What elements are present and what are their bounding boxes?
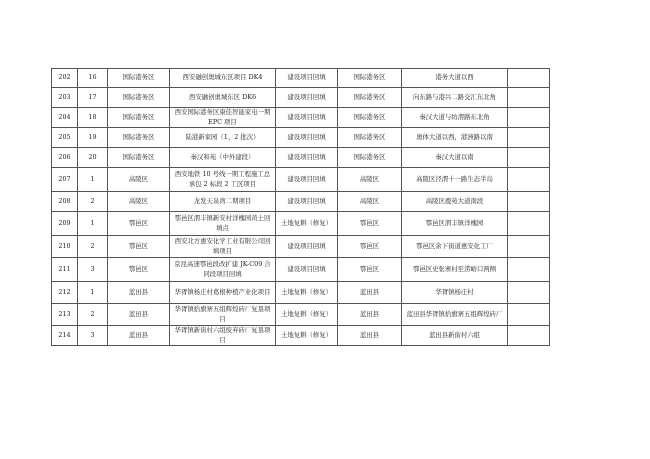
cell-project: 京昆高速鄠邑段改扩建 JK-C09 合同段项目回填 bbox=[170, 258, 276, 282]
cell-type: 建设项目回填 bbox=[276, 192, 338, 212]
cell-area: 国际港务区 bbox=[108, 88, 170, 108]
cell-blank bbox=[508, 108, 550, 128]
cell-type: 土地复耕（修复） bbox=[276, 326, 338, 346]
cell-blank bbox=[508, 69, 550, 88]
cell-project: 华胥镇拾旗寨五组辉煌砖厂复垦项目 bbox=[170, 304, 276, 326]
cell-blank bbox=[508, 236, 550, 258]
cell-location: 蓝田县华胥镇拾旗寨五组辉煌砖厂 bbox=[402, 304, 508, 326]
cell-blank bbox=[508, 258, 550, 282]
cell-project: 龙发天泉湾二期项目 bbox=[170, 192, 276, 212]
cell-area: 国际港务区 bbox=[108, 108, 170, 128]
cell-location: 高陵区泾渭十一路生态半岛 bbox=[402, 168, 508, 192]
cell-project: 鄠邑区渭丰镇新安村洋槐园黄土回填点 bbox=[170, 212, 276, 236]
cell-sub: 2 bbox=[78, 304, 108, 326]
table-body bbox=[52, 69, 550, 346]
cell-blank bbox=[508, 212, 550, 236]
table-row bbox=[52, 88, 550, 108]
cell-seq: 211 bbox=[52, 258, 78, 282]
table-row bbox=[52, 108, 550, 128]
cell-region: 高陵区 bbox=[338, 192, 402, 212]
cell-sub: 18 bbox=[78, 108, 108, 128]
cell-seq: 203 bbox=[52, 88, 78, 108]
cell-area: 国际港务区 bbox=[108, 128, 170, 148]
table-row bbox=[52, 304, 550, 326]
cell-type: 建设项目回填 bbox=[276, 168, 338, 192]
cell-sub: 1 bbox=[78, 168, 108, 192]
cell-seq: 208 bbox=[52, 192, 78, 212]
cell-type: 建设项目回填 bbox=[276, 128, 338, 148]
cell-location: 高陵区鹿苑大道南段 bbox=[402, 192, 508, 212]
table-row bbox=[52, 212, 550, 236]
cell-seq: 202 bbox=[52, 69, 78, 88]
cell-location: 华胥镇杨庄村 bbox=[402, 282, 508, 304]
cell-seq: 207 bbox=[52, 168, 78, 192]
cell-project: 西安融创奥城东区 DK6 bbox=[170, 88, 276, 108]
cell-sub: 17 bbox=[78, 88, 108, 108]
cell-sub: 1 bbox=[78, 282, 108, 304]
cell-blank bbox=[508, 168, 550, 192]
cell-project: 华胥镇杨庄村葛根种植产业化项目 bbox=[170, 282, 276, 304]
cell-project: 西安北方惠安化学工业有限公司回填项目 bbox=[170, 236, 276, 258]
cell-location: 港务大道以西 bbox=[402, 69, 508, 88]
cell-type: 建设项目回填 bbox=[276, 258, 338, 282]
cell-area: 高陵区 bbox=[108, 192, 170, 212]
cell-type: 土地复耕（修复） bbox=[276, 212, 338, 236]
cell-project: 秦汉和苑（中外建段） bbox=[170, 148, 276, 168]
cell-region: 鄠邑区 bbox=[338, 236, 402, 258]
cell-sub: 3 bbox=[78, 258, 108, 282]
cell-area: 鄠邑区 bbox=[108, 212, 170, 236]
cell-sub: 1 bbox=[78, 212, 108, 236]
cell-region: 蓝田县 bbox=[338, 326, 402, 346]
cell-type: 土地复耕（修复） bbox=[276, 304, 338, 326]
cell-seq: 214 bbox=[52, 326, 78, 346]
cell-seq: 209 bbox=[52, 212, 78, 236]
project-table bbox=[51, 68, 550, 346]
cell-type: 建设项目回填 bbox=[276, 88, 338, 108]
cell-area: 国际港务区 bbox=[108, 69, 170, 88]
cell-location: 秦汉大道以南 bbox=[402, 148, 508, 168]
cell-seq: 213 bbox=[52, 304, 78, 326]
cell-type: 建设项目回填 bbox=[276, 236, 338, 258]
cell-blank bbox=[508, 88, 550, 108]
cell-region: 蓝田县 bbox=[338, 304, 402, 326]
cell-blank bbox=[508, 304, 550, 326]
table-row bbox=[52, 69, 550, 88]
cell-sub: 2 bbox=[78, 192, 108, 212]
cell-seq: 212 bbox=[52, 282, 78, 304]
cell-project: 陆港新家园（1、2 批次） bbox=[170, 128, 276, 148]
cell-location: 鄠邑区余下街道惠安化工厂 bbox=[402, 236, 508, 258]
cell-region: 国际港务区 bbox=[338, 108, 402, 128]
cell-region: 蓝田县 bbox=[338, 282, 402, 304]
table-row bbox=[52, 236, 550, 258]
table-row bbox=[52, 128, 550, 148]
cell-blank bbox=[508, 326, 550, 346]
table-row bbox=[52, 282, 550, 304]
cell-seq: 210 bbox=[52, 236, 78, 258]
cell-project: 西安国际港务区康佳智能家电一期 EPC 项目 bbox=[170, 108, 276, 128]
cell-region: 高陵区 bbox=[338, 168, 402, 192]
cell-region: 鄠邑区 bbox=[338, 212, 402, 236]
cell-region: 国际港务区 bbox=[338, 69, 402, 88]
cell-project: 华胥镇新街村六组废弃砖厂复垦项目 bbox=[170, 326, 276, 346]
cell-blank bbox=[508, 128, 550, 148]
cell-type: 建设项目回填 bbox=[276, 108, 338, 128]
cell-area: 鄠邑区 bbox=[108, 258, 170, 282]
cell-type: 建设项目回填 bbox=[276, 148, 338, 168]
table-row bbox=[52, 258, 550, 282]
table-row bbox=[52, 168, 550, 192]
cell-location: 鄠邑区史张寨村至涝峪口两侧 bbox=[402, 258, 508, 282]
cell-region: 鄠邑区 bbox=[338, 258, 402, 282]
table-row bbox=[52, 192, 550, 212]
cell-project: 西安地铁 10 号线一期工程施工总承包 2 标段 2 工区项目 bbox=[170, 168, 276, 192]
cell-location: 奥体大道以西，港洲路以南 bbox=[402, 128, 508, 148]
cell-area: 高陵区 bbox=[108, 168, 170, 192]
cell-location: 蓝田县新街村六组 bbox=[402, 326, 508, 346]
cell-location: 向东路与港兴二路交汇东北角 bbox=[402, 88, 508, 108]
cell-area: 鄠邑区 bbox=[108, 236, 170, 258]
cell-sub: 19 bbox=[78, 128, 108, 148]
cell-type: 土地复耕（修复） bbox=[276, 282, 338, 304]
cell-seq: 205 bbox=[52, 128, 78, 148]
cell-sub: 16 bbox=[78, 69, 108, 88]
table-row bbox=[52, 326, 550, 346]
cell-area: 蓝田县 bbox=[108, 326, 170, 346]
cell-type: 建设项目回填 bbox=[276, 69, 338, 88]
cell-blank bbox=[508, 192, 550, 212]
cell-seq: 204 bbox=[52, 108, 78, 128]
cell-sub: 3 bbox=[78, 326, 108, 346]
cell-region: 国际港务区 bbox=[338, 88, 402, 108]
cell-area: 蓝田县 bbox=[108, 304, 170, 326]
cell-area: 国际港务区 bbox=[108, 148, 170, 168]
cell-location: 秦汉大道与纺渭路东北角 bbox=[402, 108, 508, 128]
table-row bbox=[52, 148, 550, 168]
cell-seq: 206 bbox=[52, 148, 78, 168]
cell-region: 国际港务区 bbox=[338, 148, 402, 168]
cell-region: 国际港务区 bbox=[338, 128, 402, 148]
cell-project: 西安融创奥城东区项目 DK4 bbox=[170, 69, 276, 88]
cell-blank bbox=[508, 148, 550, 168]
cell-sub: 2 bbox=[78, 236, 108, 258]
cell-sub: 20 bbox=[78, 148, 108, 168]
cell-location: 鄠邑区渭丰镇洋槐园 bbox=[402, 212, 508, 236]
cell-blank bbox=[508, 282, 550, 304]
cell-area: 蓝田县 bbox=[108, 282, 170, 304]
